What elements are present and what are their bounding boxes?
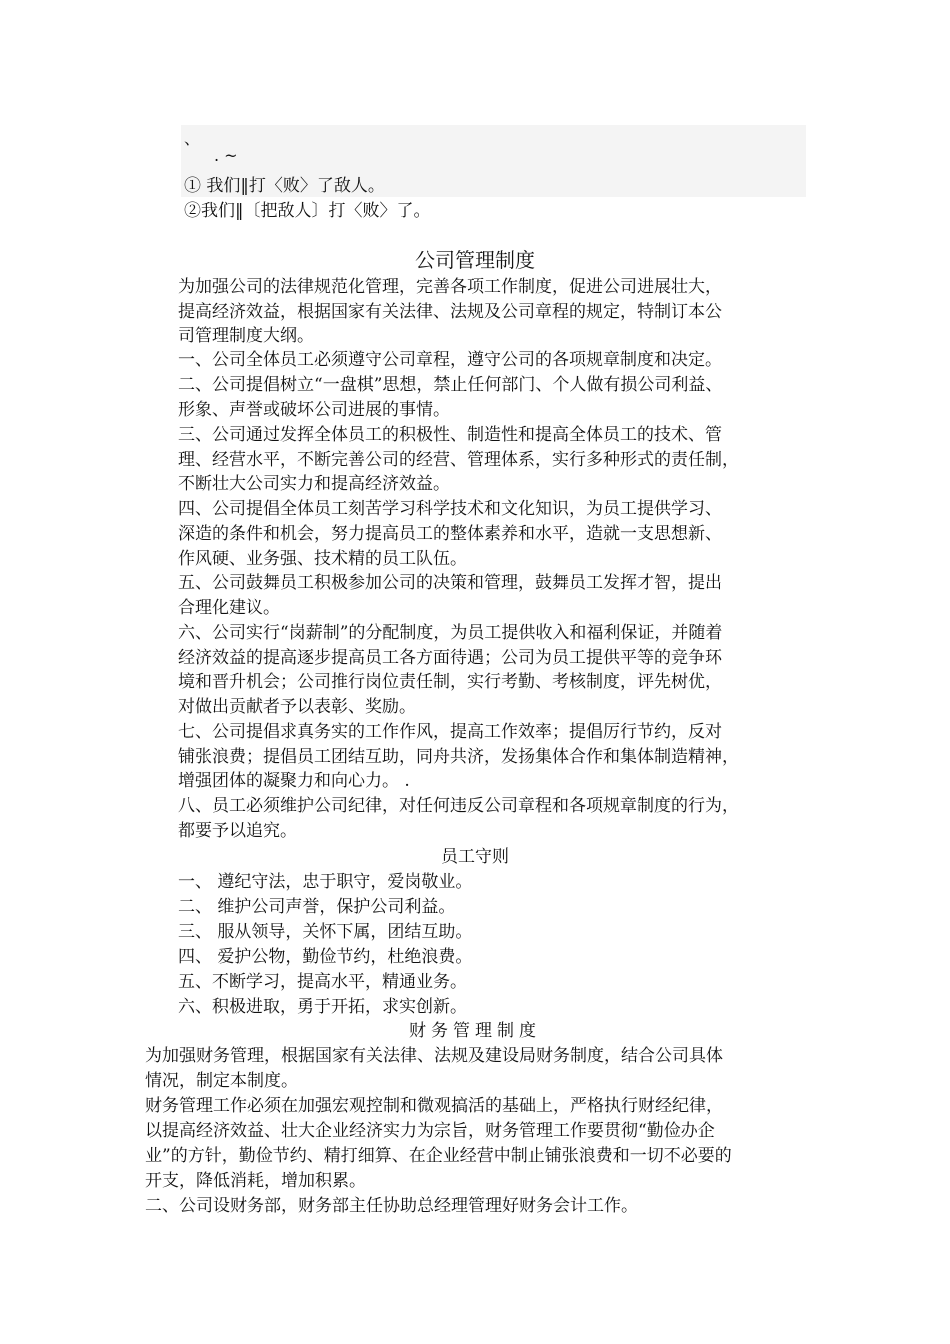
paragraph-line: 境和晋升机会；公司推行岗位责任制，实行考勤、考核制度，评先树优， [178,672,722,692]
paragraph-line: 作风硬、业务强、技术精的员工队伍。 [178,549,467,569]
stray-mark: . ~ [214,146,238,165]
paragraph-line: 深造的条件和机会，努力提高员工的整体素养和水平，造就一支思想新、 [178,524,722,544]
paragraph-line: 为加强公司的法律规范化管理，完善各项工作制度，促进公司进展壮大， [178,277,722,297]
paragraph-line: 司管理制度大纲。 [178,326,314,346]
paragraph-line: 对做出贡献者予以表彰、奖励。 [178,697,416,717]
paragraph-line: 经济效益的提高逐步提高员工各方面待遇；公司为员工提供平等的竞争环 [178,648,722,668]
paragraph-line: 形象、声誉或破坏公司进展的事情。 [178,400,450,420]
paragraph-line: 情况，制定本制度。 [145,1071,298,1091]
section-title-employee-rules: 员工守则 [441,847,509,867]
paragraph-line: 增强团体的凝聚力和向心力。 . [178,771,410,791]
paragraph-line: 业”的方针，勤俭节约、精打细算、在企业经营中制止铺张浪费和一切不必要的 [145,1146,732,1166]
paragraph-line: 为加强财务管理，根据国家有关法律、法规及建设局财务制度，结合公司具体 [145,1046,723,1066]
rule-item: 一、 遵纪守法，忠于职守，爱岗敬业。 [178,872,473,892]
rule-item: 三、 服从领导，关怀下属，团结互助。 [178,922,473,942]
paragraph-line: 都要予以追究。 [178,821,297,841]
rule-item: 二、 维护公司声誉，保护公司利益。 [178,897,456,917]
paragraph-line: 四、公司提倡全体员工刻苦学习科学技术和文化知识，为员工提供学习、 [178,499,722,519]
paragraph-line: 提高经济效益，根据国家有关法律、法规及公司章程的规定，特制订本公 [178,302,722,322]
paragraph-line: 二、公司提倡树立“一盘棋”思想，禁止任何部门、个人做有损公司利益、 [178,375,723,395]
section-title-company-management: 公司管理制度 [415,248,535,272]
paragraph-line: 一、公司全体员工必须遵守公司章程，遵守公司的各项规章制度和决定。 [178,350,722,370]
rule-item: 五、不断学习，提高水平，精通业务。 [178,972,467,992]
paragraph-line: 不断壮大公司实力和提高经济效益。 [178,474,450,494]
paragraph-line: 开支，降低消耗，增加积累。 [145,1171,366,1191]
paragraph-line: 八、员工必须维护公司纪律，对任何违反公司章程和各项规章制度的行为， [178,796,739,816]
rule-item: 六、积极进取，勇于开拓，求实创新。 [178,997,467,1017]
paragraph-line: 财务管理工作必须在加强宏观控制和微观搞活的基础上，严格执行财经纪律， [145,1096,723,1116]
paragraph-line: 以提高经济效益、壮大企业经济实力为宗旨，财务管理工作要贯彻“勤俭办企 [145,1121,715,1141]
paragraph-line: 三、公司通过发挥全体员工的积极性、制造性和提高全体员工的技术、管 [178,425,722,445]
stray-mark: 、 [184,129,201,148]
paragraph-line: 理、经营水平，不断完善公司的经营、管理体系，实行多种形式的责任制， [178,450,739,470]
example-line: ②我们‖〔把敌人〕打〈败〉了。 [184,201,431,221]
rule-item: 四、 爱护公物，勤俭节约，杜绝浪费。 [178,947,473,967]
example-line: ① 我们‖打〈败〉了敌人。 [184,176,385,196]
paragraph-line: 七、公司提倡求真务实的工作作风，提高工作效率；提倡厉行节约，反对 [178,722,722,742]
paragraph-line: 六、公司实行“岗薪制”的分配制度，为员工提供收入和福利保证，并随着 [178,623,723,643]
paragraph-line: 铺张浪费；提倡员工团结互助，同舟共济，发扬集体合作和集体制造精神， [178,747,739,767]
paragraph-line: 合理化建议。 [178,598,280,618]
paragraph-line: 五、公司鼓舞员工积极参加公司的决策和管理，鼓舞员工发挥才智，提出 [178,573,722,593]
section-title-finance-management: 财务管理制度 [409,1021,541,1041]
paragraph-line: 二、公司设财务部，财务部主任协助总经理管理好财务会计工作。 [145,1196,638,1216]
